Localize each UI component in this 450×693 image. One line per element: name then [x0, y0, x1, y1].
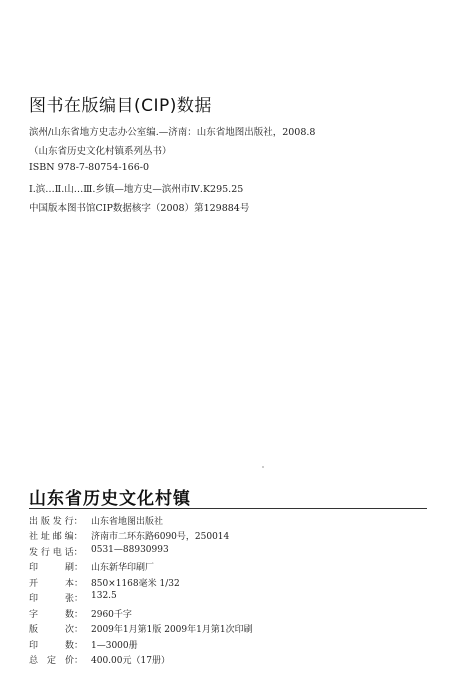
pub-label: 开 本：: [29, 579, 84, 589]
pub-label: 总 定 价：: [29, 656, 84, 666]
pub-value: 1—3000册: [91, 641, 138, 651]
cip-line-classification: Ⅰ.滨…Ⅱ.山…Ⅲ.乡镇—地方史—滨州市Ⅳ.K295.25: [29, 184, 244, 195]
pub-label: 发 行 电 话：: [29, 548, 83, 558]
pub-value: 400.00元（17册）: [91, 656, 170, 666]
pub-value: 济南市二环东路6090号，250014: [91, 532, 230, 542]
pub-label: 出 版 发 行：: [29, 517, 83, 527]
pub-value: 山东省地图出版社: [91, 517, 164, 527]
pub-value: 0531—88930993: [91, 545, 169, 555]
cip-line-record-number: 中国版本图书馆CIP数据核字（2008）第129884号: [29, 203, 250, 214]
cip-line-series: （山东省历史文化村镇系列丛书）: [29, 146, 172, 157]
pub-label: 社 址 邮 编：: [29, 532, 83, 542]
cip-heading: 图书在版编目(CIP)数据: [29, 96, 212, 116]
title-rule: [29, 508, 427, 509]
pub-value: 2009年1月第1版 2009年1月第1次印刷: [91, 625, 253, 635]
cip-line-author: 滨州/山东省地方史志办公室编.—济南：山东省地图出版社，2008.8: [29, 127, 316, 138]
pub-label: 印 数：: [29, 641, 84, 651]
pub-value: 2960千字: [91, 610, 132, 620]
pub-label: 字 数：: [29, 610, 84, 620]
pub-label: 印 张：: [29, 594, 84, 604]
pub-value: 850×1168毫米 1/32: [91, 579, 180, 589]
pub-value: 山东新华印刷厂: [91, 563, 155, 573]
book-title: 山东省历史文化村镇: [29, 489, 191, 509]
pub-label: 印 刷：: [29, 563, 84, 573]
pub-value: 132.5: [91, 591, 117, 601]
pub-label: 版 次：: [29, 625, 84, 635]
cip-line-isbn: ISBN 978-7-80754-166-0: [29, 162, 149, 173]
speck: [262, 466, 264, 468]
